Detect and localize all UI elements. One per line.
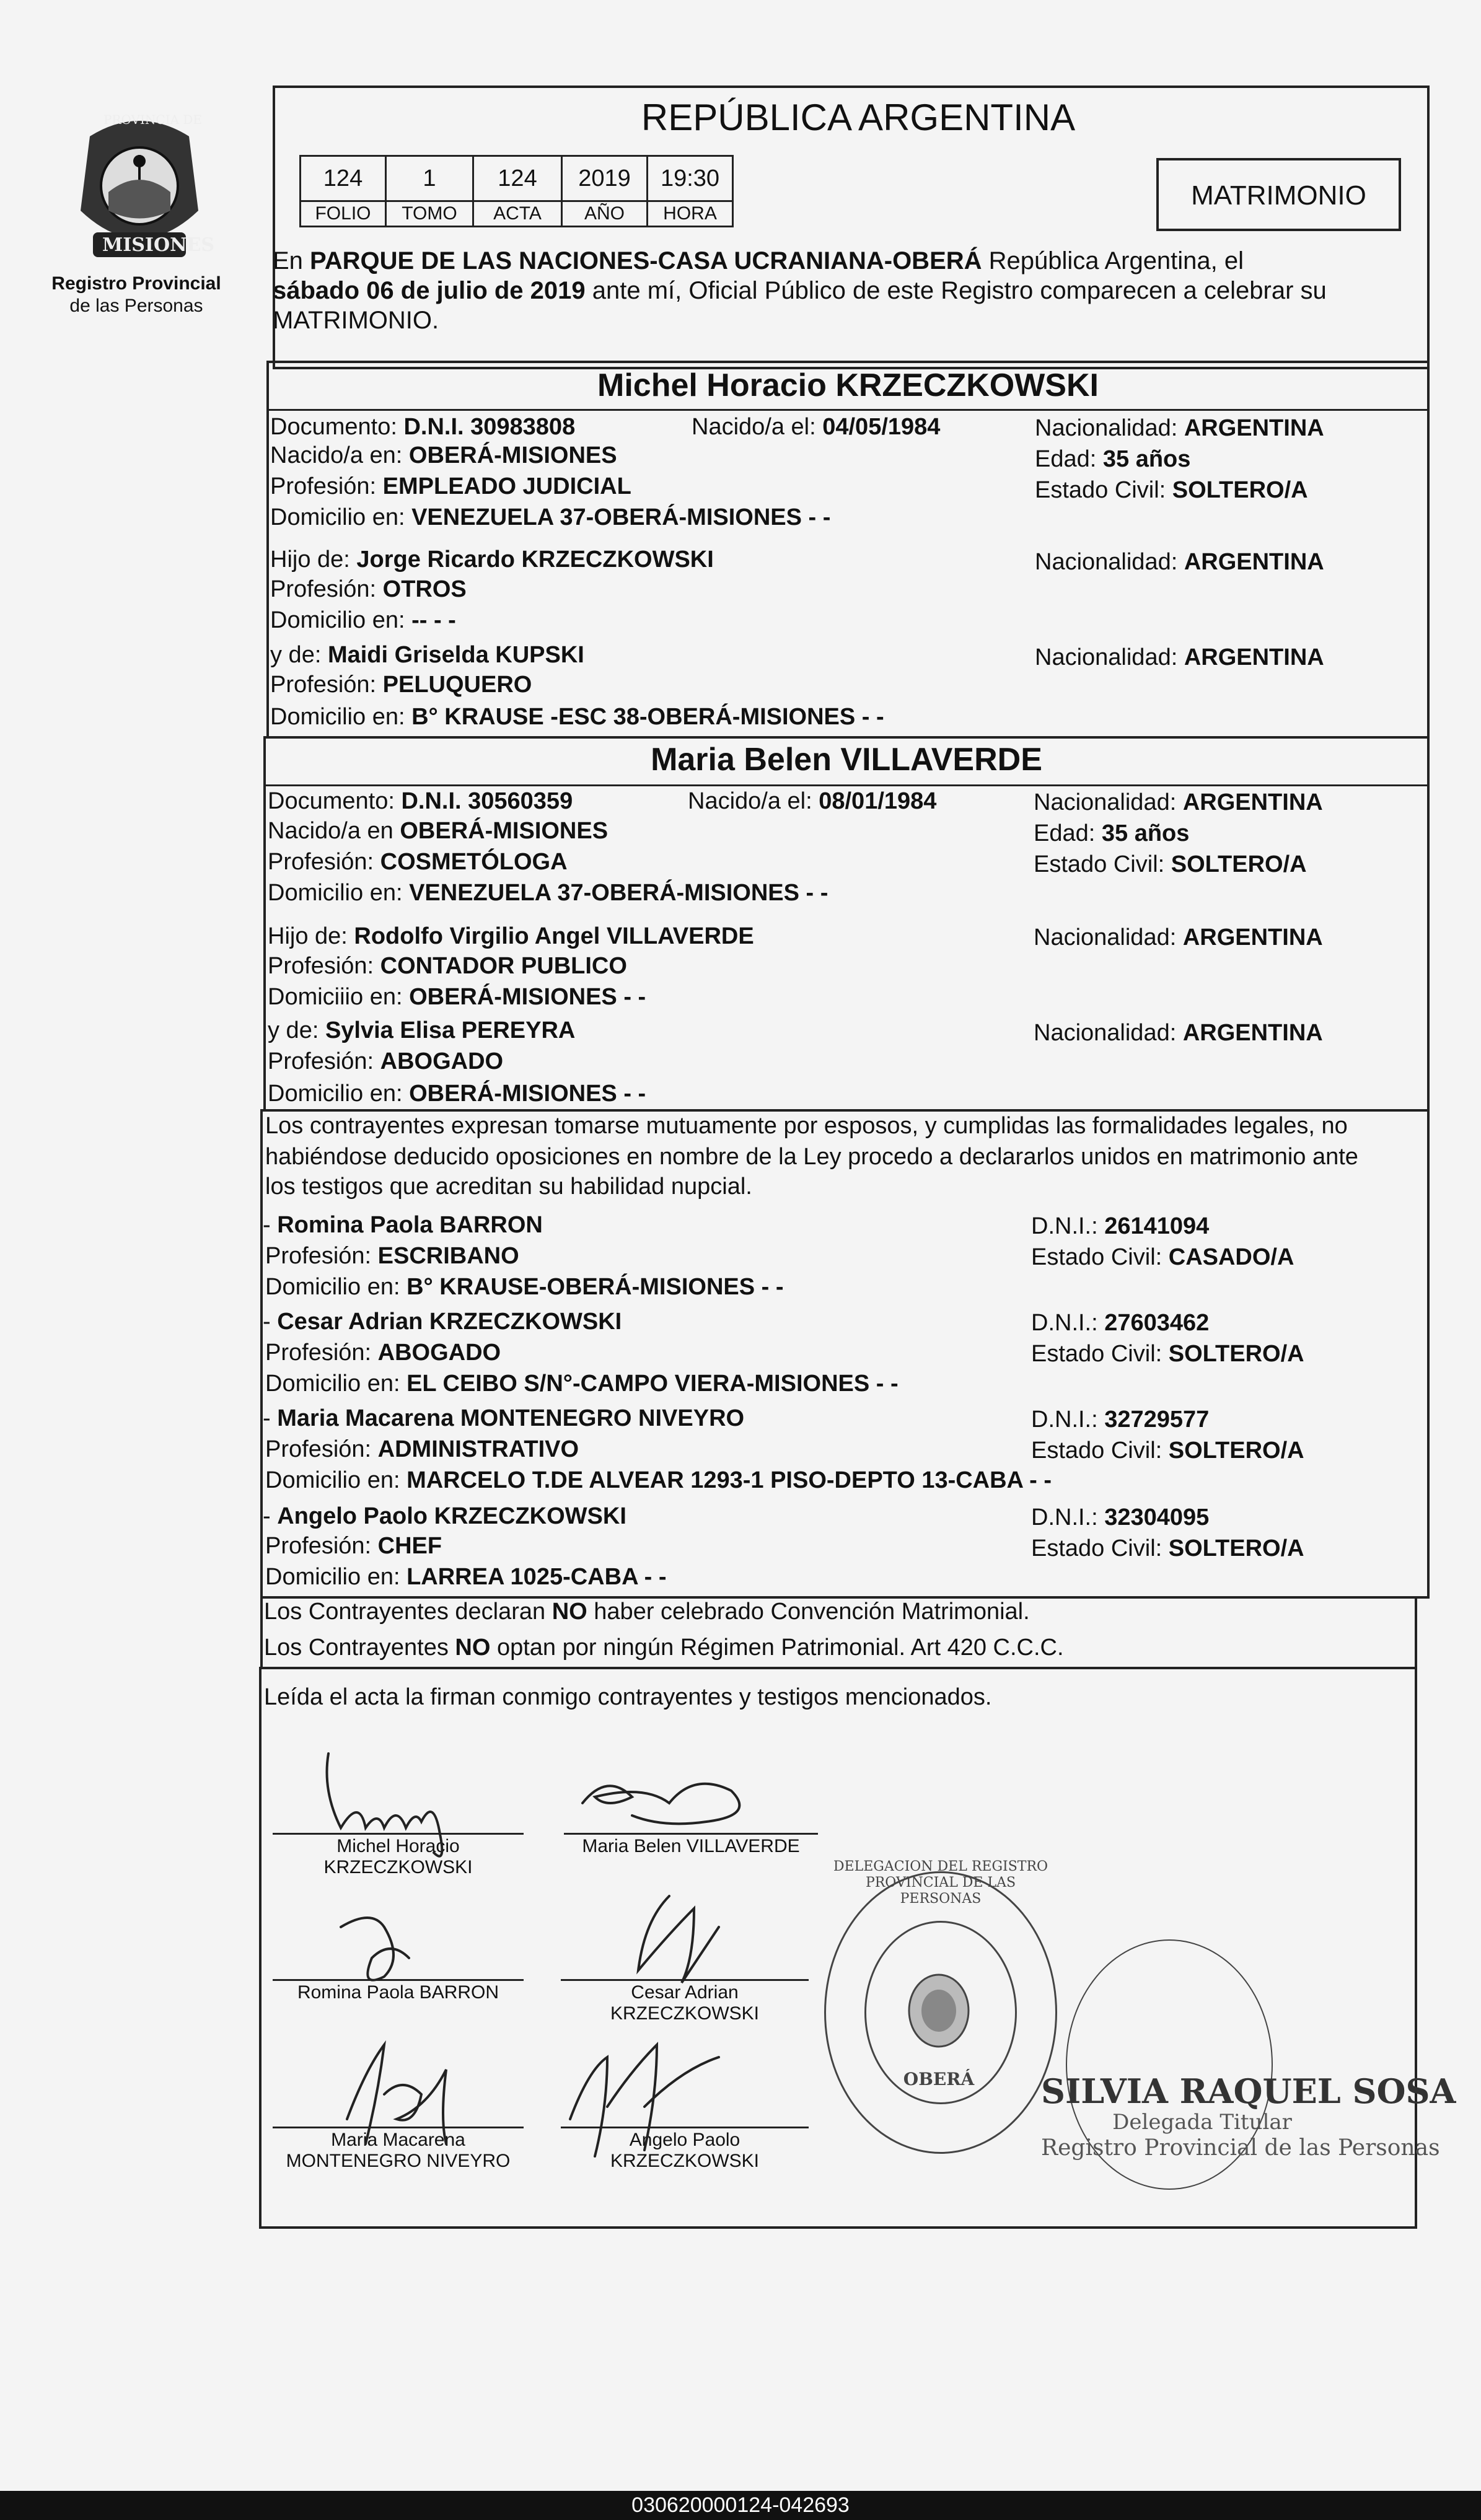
handwritten-signatures [260,1723,880,2193]
stamp-seal-icon [905,1970,973,2051]
sig-witness-4-name-2: KRZECZKOWSKI [610,2151,759,2171]
groom-age: 35 años [1102,446,1191,472]
groom-mother-profession: PELUQUERO [382,672,532,698]
bride-age: 35 años [1101,820,1190,846]
intro-line-3: MATRIMONIO. [273,307,439,334]
groom-mother-name: Maidi Griselda KUPSKI [327,642,584,668]
bride-birth-date: 08/01/1984 [819,788,937,814]
official-name: SILVIA RAQUEL SOSA [1041,2071,1456,2111]
bride-mother-nationality: ARGENTINA [1182,1020,1323,1046]
groom-name: Michel Horacio KRZECZKOWSKI [597,367,1099,403]
registry-table [299,155,734,227]
groom-nationality: ARGENTINA [1184,415,1324,441]
logo-arc-top: PROVINCIA DE [103,112,203,127]
witness-2-dni: 27603462 [1104,1310,1210,1336]
witness-4-address: LARREA 1025-CABA - - [407,1564,667,1590]
year-label: AÑO [562,201,648,227]
sig-witness-3-name-1: Maria Macarena [331,2130,465,2150]
barcode-number: 030620000124-042693 [631,2493,850,2517]
acta-label: ACTA [473,201,562,227]
sig-witness-4-name-1: Angelo Paolo [629,2130,740,2150]
stamp-arc-text: DELEGACION DEL REGISTRO PROVINCIAL DE LAS PERSONAS [833,1859,1048,1907]
groom-dni: D.N.I. 30983808 [403,414,576,440]
official-title: Delegada Titular [1112,2110,1292,2135]
witness-1-address: B° KRAUSE-OBERÁ-MISIONES - - [407,1274,784,1300]
province-logo [65,112,214,266]
bride-nationality: ARGENTINA [1182,789,1323,815]
declaration-line-1: Los contrayentes expresan tomarse mutuamente por esposos, y cumplidas las formalidades legales, no [265,1113,1348,1139]
groom-profession: EMPLEADO JUDICIAL [382,473,631,499]
stamp-city: OBERÁ [903,2069,975,2089]
witness-4-dni: 32304095 [1104,1504,1210,1530]
bride-mother-profession: ABOGADO [380,1048,504,1074]
declaration-line-3: los testigos que acreditan su habilidad nupcial. [265,1174,752,1200]
witness-1-profession: ESCRIBANO [377,1243,519,1269]
sig-groom-name-2: KRZECZKOWSKI [323,1857,473,1877]
sig-bride-name: Maria Belen VILLAVERDE [582,1836,800,1856]
sig-witness-2-name-2: KRZECZKOWSKI [610,2003,759,2024]
signing-text: Leída el acta la firman conmigo contrayentes y testigos mencionados. [264,1684,992,1710]
bride-father-name: Rodolfo Virgilio Angel VILLAVERDE [354,923,754,949]
bride-address: VENEZUELA 37-OBERÁ-MISIONES - - [409,880,828,906]
clause-convention: Los Contrayentes declaran NO haber celebrado Convención Matrimonial. [264,1599,1030,1625]
witness-3-name: Maria Macarena MONTENEGRO NIVEYRO [277,1405,745,1431]
acta-value: 124 [473,156,562,201]
tomo-label: TOMO [386,201,473,227]
logo-caption-2: de las Personas [69,296,203,316]
country-title: REPÚBLICA ARGENTINA [641,97,1076,138]
hour-label: HORA [648,201,733,227]
footer-strip [0,2491,1481,2520]
folio-value: 124 [301,156,386,201]
witness-4-profession: CHEF [377,1533,442,1559]
bride-profession: COSMETÓLOGA [380,849,568,875]
groom-birth-date: 04/05/1984 [822,414,941,440]
doc-type: MATRIMONIO [1191,180,1366,211]
witness-2-name: Cesar Adrian KRZECZKOWSKI [277,1309,622,1335]
witness-1-name: Romina Paola BARRON [277,1212,543,1238]
witness-4-name: Angelo Paolo KRZECZKOWSKI [277,1503,626,1529]
witness-3-civil-status: SOLTERO/A [1168,1438,1304,1464]
intro-line-1: En PARQUE DE LAS NACIONES-CASA UCRANIANA-OBERÁ República Argentina, el [273,247,1244,274]
bride-dni: D.N.I. 30560359 [401,788,573,814]
witness-1-dni: 26141094 [1104,1213,1210,1239]
bride-mother-name: Sylvia Elisa PEREYRA [325,1017,576,1043]
bride-father-nationality: ARGENTINA [1182,924,1323,950]
groom-civil-status: SOLTERO/A [1172,477,1308,503]
witness-2-civil-status: SOLTERO/A [1168,1341,1304,1367]
logo-caption-1: Registro Provincial [51,273,221,294]
folio-label: FOLIO [301,201,386,227]
ceremony-place: PARQUE DE LAS NACIONES-CASA UCRANIANA-OBERÁ [310,247,982,274]
tomo-value: 1 [386,156,473,201]
bride-father-address: OBERÁ-MISIONES - - [409,984,646,1010]
hour-value: 19:30 [648,156,733,201]
witness-1-civil-status: CASADO/A [1168,1244,1294,1270]
bride-birthplace: OBERÁ-MISIONES [400,818,609,844]
groom-father-profession: OTROS [382,576,467,602]
bride-mother-address: OBERÁ-MISIONES - - [409,1081,646,1107]
witness-2-address: EL CEIBO S/N°-CAMPO VIERA-MISIONES - - [407,1371,899,1397]
witness-3-dni: 32729577 [1104,1407,1210,1433]
witness-4-civil-status: SOLTERO/A [1168,1535,1304,1561]
witness-3-profession: ADMINISTRATIVO [377,1436,579,1462]
groom-address: VENEZUELA 37-OBERÁ-MISIONES - - [411,504,831,530]
witness-2-profession: ABOGADO [377,1340,501,1366]
declaration-line-2: habiéndose deducido oposiciones en nombre de la Ley procedo a declararlos unidos en matrimonio ante [265,1144,1358,1170]
intro-line-2: sábado 06 de julio de 2019 ante mí, Oficial Público de este Registro comparecen a celebrar su [273,277,1327,304]
bride-civil-status: SOLTERO/A [1171,851,1307,877]
groom-birthplace: OBERÁ-MISIONES [408,442,617,468]
groom-father-nationality: ARGENTINA [1184,549,1324,575]
sig-groom-name-1: Michel Horacio [336,1836,460,1856]
groom-mother-address: B° KRAUSE -ESC 38-OBERÁ-MISIONES - - [411,704,884,730]
bride-father-profession: CONTADOR PUBLICO [380,953,627,979]
ceremony-date: sábado 06 de julio de 2019 [273,277,586,304]
logo-arc-bottom: MISIONES [102,234,215,256]
sig-witness-2-name-1: Cesar Adrian [631,1982,739,2003]
witness-3-address: MARCELO T.DE ALVEAR 1293-1 PISO-DEPTO 13-CABA - - [407,1467,1052,1493]
sig-witness-3-name-2: MONTENEGRO NIVEYRO [286,2151,511,2171]
sig-witness-1-name: Romina Paola BARRON [297,1982,499,2003]
doc-type-box [1156,158,1401,231]
groom-father-address: -- - - [411,607,456,633]
clause-regime: Los Contrayentes NO optan por ningún Régimen Patrimonial. Art 420 C.C.C. [264,1635,1064,1661]
groom-father-name: Jorge Ricardo KRZECZKOWSKI [356,547,714,573]
bride-name: Maria Belen VILLAVERDE [651,742,1042,778]
groom-mother-nationality: ARGENTINA [1184,644,1324,670]
year-value: 2019 [562,156,648,201]
official-org: Registro Provincial de las Personas [1041,2135,1440,2161]
